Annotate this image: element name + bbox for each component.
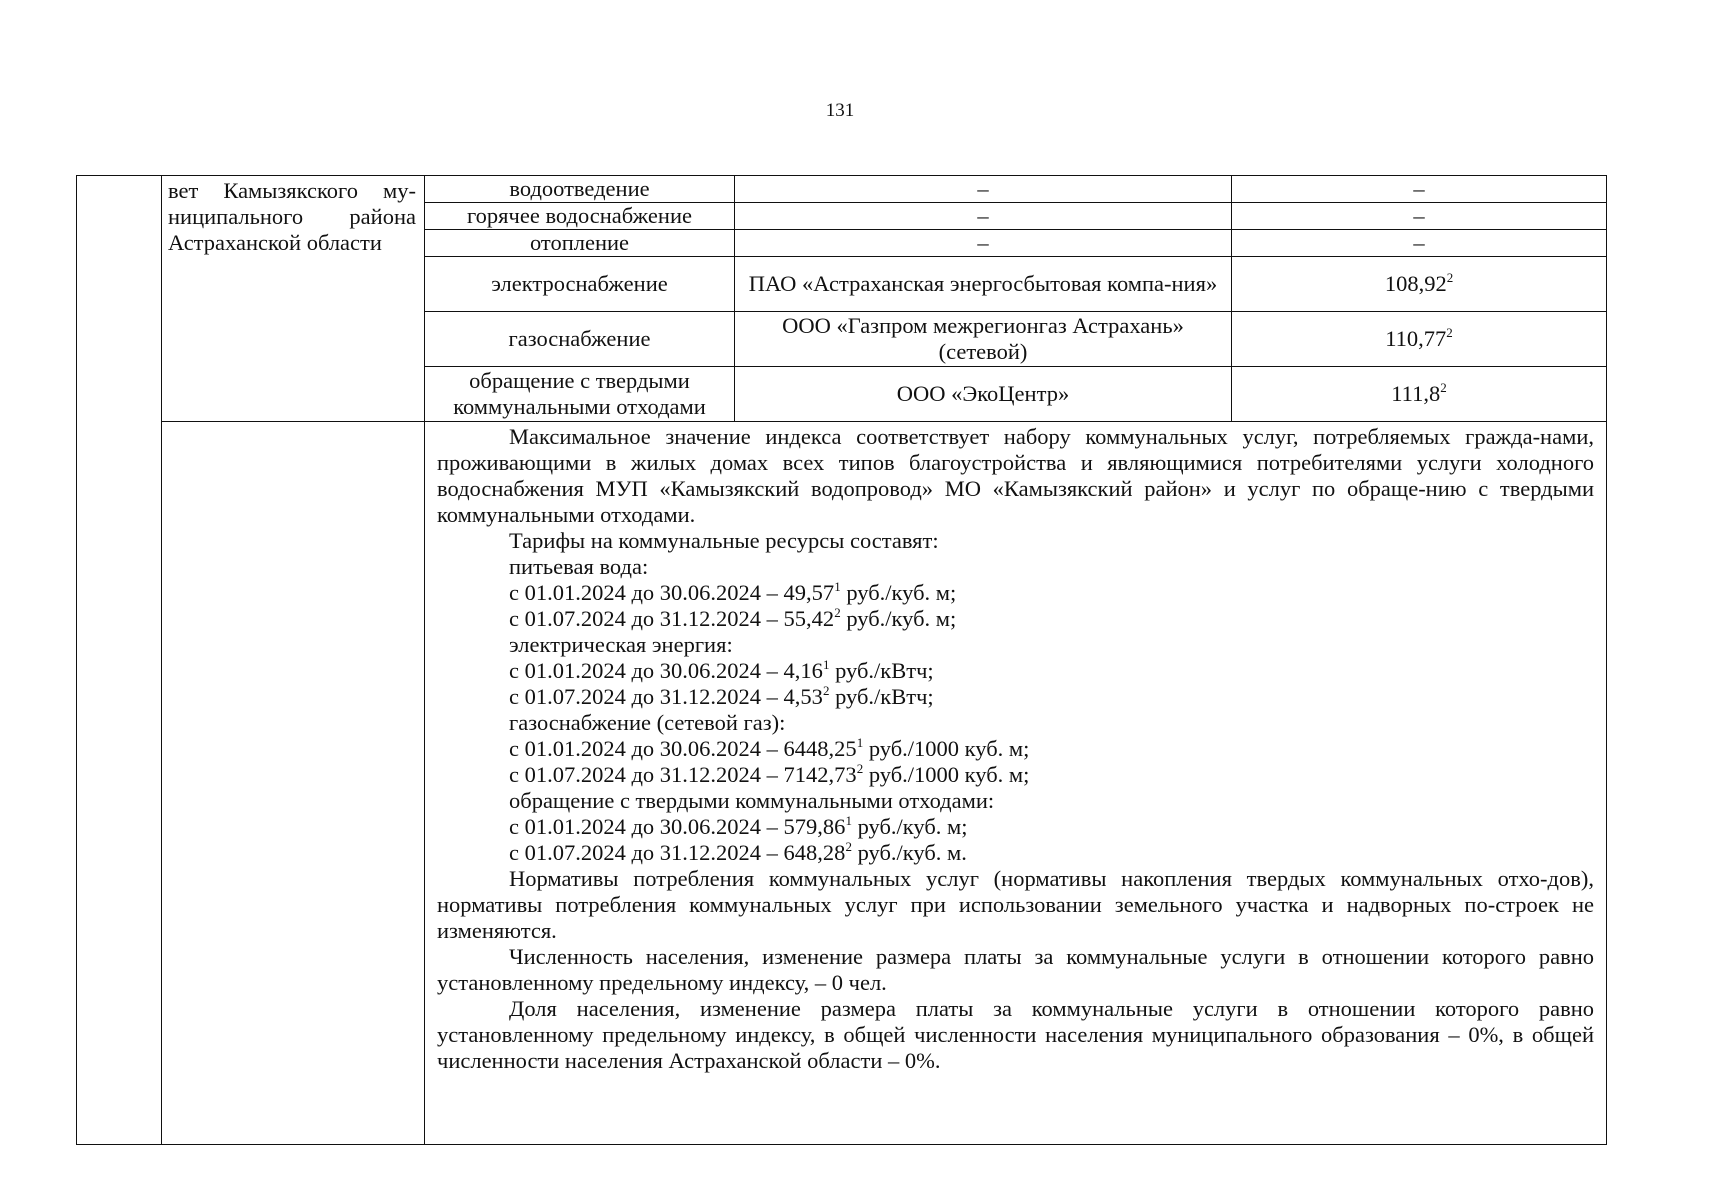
- service-cell: электроснабжение: [425, 257, 735, 312]
- tariff-unit: руб./куб. м;: [851, 814, 968, 839]
- index-value: 108,92: [1384, 271, 1447, 296]
- electricity-tariff-period1: [437, 658, 1594, 684]
- index-cell: [1232, 312, 1607, 367]
- tariff-unit: руб./куб. м;: [840, 580, 957, 605]
- tariff-text: с 01.07.2024 до 31.12.2024 – 4,53: [509, 684, 823, 709]
- service-cell: отопление: [425, 230, 735, 257]
- provider-cell: –: [735, 230, 1232, 257]
- tariff-unit: руб./1000 куб. м;: [863, 762, 1030, 787]
- water-tariff-period2: [437, 606, 1594, 632]
- index-value: –: [1413, 203, 1425, 228]
- tariff-text: с 01.01.2024 до 30.06.2024 – 4,16: [509, 658, 823, 683]
- organization-line: ниципального района: [168, 204, 416, 229]
- tariff-text: с 01.07.2024 до 31.12.2024 – 55,42: [509, 606, 835, 631]
- gas-tariff-period1: [437, 736, 1594, 762]
- population-count-paragraph: Численность населения, изменение размера платы за коммунальные услуги в отношении которого равно установленному предельному индексу, – 0 чел.: [437, 944, 1594, 995]
- tariff-text: с 01.01.2024 до 30.06.2024 – 6448,25: [509, 736, 857, 761]
- provider-cell: –: [735, 176, 1232, 203]
- index-cell: [1232, 203, 1607, 230]
- row-number-cell: [77, 176, 162, 1145]
- organization-cell: [162, 176, 425, 422]
- tariff-unit: руб./куб. м.: [851, 840, 967, 865]
- index-cell: [1232, 176, 1607, 203]
- waste-tariff-period2: [437, 840, 1594, 866]
- footnote-mark: 2: [1446, 270, 1454, 285]
- table-row: [77, 176, 1607, 203]
- index-value: –: [1413, 230, 1425, 255]
- footnote-mark: 1: [845, 813, 852, 828]
- organization-cell-continuation: [162, 422, 425, 1145]
- water-tariff-period1: [437, 580, 1594, 606]
- index-cell: [1232, 367, 1607, 422]
- tariff-text: с 01.07.2024 до 31.12.2024 – 7142,73: [509, 762, 857, 787]
- water-label: питьевая вода:: [509, 554, 649, 579]
- index-value: –: [1413, 176, 1425, 201]
- electricity-tariff-period2: [437, 684, 1594, 710]
- footnote-mark: 2: [1446, 325, 1453, 340]
- electricity-label: электрическая энергия:: [509, 632, 733, 657]
- footnote-mark: 1: [822, 657, 830, 672]
- tariff-table: [76, 175, 1607, 1145]
- provider-cell: ООО «ЭкоЦентр»: [735, 367, 1232, 422]
- footnote-mark: 2: [845, 839, 852, 854]
- service-cell: обращение с твердыми коммунальными отходами: [425, 367, 735, 422]
- tariff-text: с 01.01.2024 до 30.06.2024 – 49,57: [509, 580, 835, 605]
- service-cell: газоснабжение: [425, 312, 735, 367]
- service-cell: водоотведение: [425, 176, 735, 203]
- notes-cell: [425, 422, 1607, 1145]
- tariffs-heading: Тарифы на коммунальные ресурсы составят:: [509, 528, 939, 553]
- provider-cell: –: [735, 203, 1232, 230]
- population-share-paragraph: Доля населения, изменение размера платы за коммунальные услуги в отношении которого равно установленному предельному индексу, в общей численности населения муниципального образования – 0%, в общей численности населения Астраханской области – 0%.: [437, 996, 1594, 1073]
- provider-cell: ООО «Газпром межрегионгаз Астрахань» (сетевой): [735, 312, 1232, 367]
- page-number: 131: [825, 100, 855, 121]
- tariff-unit: руб./кВтч;: [829, 658, 934, 683]
- tariff-unit: руб./1000 куб. м;: [863, 736, 1030, 761]
- provider-cell: ПАО «Астраханская энергосбытовая компа-ния»: [735, 257, 1232, 312]
- index-value: 110,77: [1385, 326, 1447, 351]
- index-value: 111,8: [1391, 381, 1441, 406]
- tariff-unit: руб./кВтч;: [829, 684, 934, 709]
- organization-line: Астраханской области: [168, 230, 382, 255]
- notes-intro: Максимальное значение индекса соответствует набору коммунальных услуг, потребляемых гражда-нами, проживающими в жилых домах всех типов благоустройства и являющимися потребителями услуги холодного водоснабжения МУП «Камызякский водопровод» МО «Камызякский район» и услуг по обраще-нию с твердыми коммунальными отходами.: [437, 424, 1594, 527]
- tariff-text: с 01.07.2024 до 31.12.2024 – 648,28: [509, 840, 846, 865]
- footnote-mark: 2: [1440, 380, 1447, 395]
- index-cell: [1232, 257, 1607, 312]
- organization-line: вет Камызякского му-: [168, 178, 416, 203]
- table-row: [77, 422, 1607, 1145]
- gas-label: газоснабжение (сетевой газ):: [509, 710, 786, 735]
- service-cell: горячее водоснабжение: [425, 203, 735, 230]
- waste-tariff-period1: [437, 814, 1594, 840]
- footnote-mark: 2: [856, 761, 864, 776]
- footnote-mark: 2: [822, 683, 830, 698]
- norms-paragraph: Нормативы потребления коммунальных услуг (нормативы накопления твердых коммунальных отхо-дов), нормативы потребления коммунальных услуг при использовании земельного участка и надворных по-строек не изменяются.: [437, 866, 1594, 943]
- index-cell: [1232, 230, 1607, 257]
- footnote-mark: 1: [834, 579, 841, 594]
- footnote-mark: 1: [856, 735, 864, 750]
- gas-tariff-period2: [437, 762, 1594, 788]
- waste-label: обращение с твердыми коммунальными отходами:: [509, 788, 995, 813]
- tariff-unit: руб./куб. м;: [840, 606, 957, 631]
- tariff-text: с 01.01.2024 до 30.06.2024 – 579,86: [509, 814, 846, 839]
- footnote-mark: 2: [834, 605, 841, 620]
